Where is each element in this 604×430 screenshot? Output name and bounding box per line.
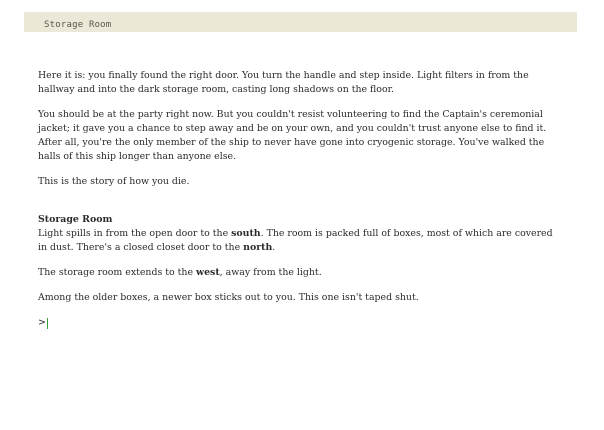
status-bar <box>24 12 577 32</box>
command-prompt[interactable] <box>38 316 563 330</box>
prompt-symbol: > <box>38 317 46 328</box>
status-location: Storage Room <box>44 20 112 30</box>
transcript <box>38 69 563 330</box>
direction-north: north <box>243 242 273 253</box>
room-heading: Storage Room <box>38 214 113 225</box>
room-extends-text <box>38 266 563 280</box>
command-input[interactable] <box>50 318 530 329</box>
intro-paragraph-2: You should be at the party right now. But you couldn't resist volunteering to find the Captain's ceremonial jacket; it gave you a chance to step away and be on your own, and you couldn't trust anyone else to find it. After all, you're the only member of the ship to never have gone into cryogenic storage. You've walked the halls of this ship longer than anyone else. <box>38 109 547 162</box>
room-desc-text-2: . The room is packed full of boxes, most of which are covered in dust. There's a closed closet door to the <box>38 228 553 253</box>
room-description <box>38 213 563 255</box>
direction-west: west <box>196 267 220 278</box>
box-description: Among the older boxes, a newer box sticks out to you. This one isn't taped shut. <box>38 292 419 303</box>
extends-text-2: , away from the light. <box>219 267 322 278</box>
room-desc-text-3: . <box>272 242 276 253</box>
direction-south: south <box>231 228 261 239</box>
extends-text-1: The storage room extends to the <box>38 267 196 278</box>
intro-paragraph-1: Here it is: you finally found the right door. You turn the handle and step inside. Light filters in from the hallway and into the dark storage room, casting long shadows on the floor. <box>38 70 529 95</box>
text-cursor <box>47 318 48 329</box>
intro-paragraph-3: This is the story of how you die. <box>38 176 190 187</box>
room-desc-text-1: Light spills in from the open door to the <box>38 228 232 239</box>
section-spacer <box>38 200 563 213</box>
